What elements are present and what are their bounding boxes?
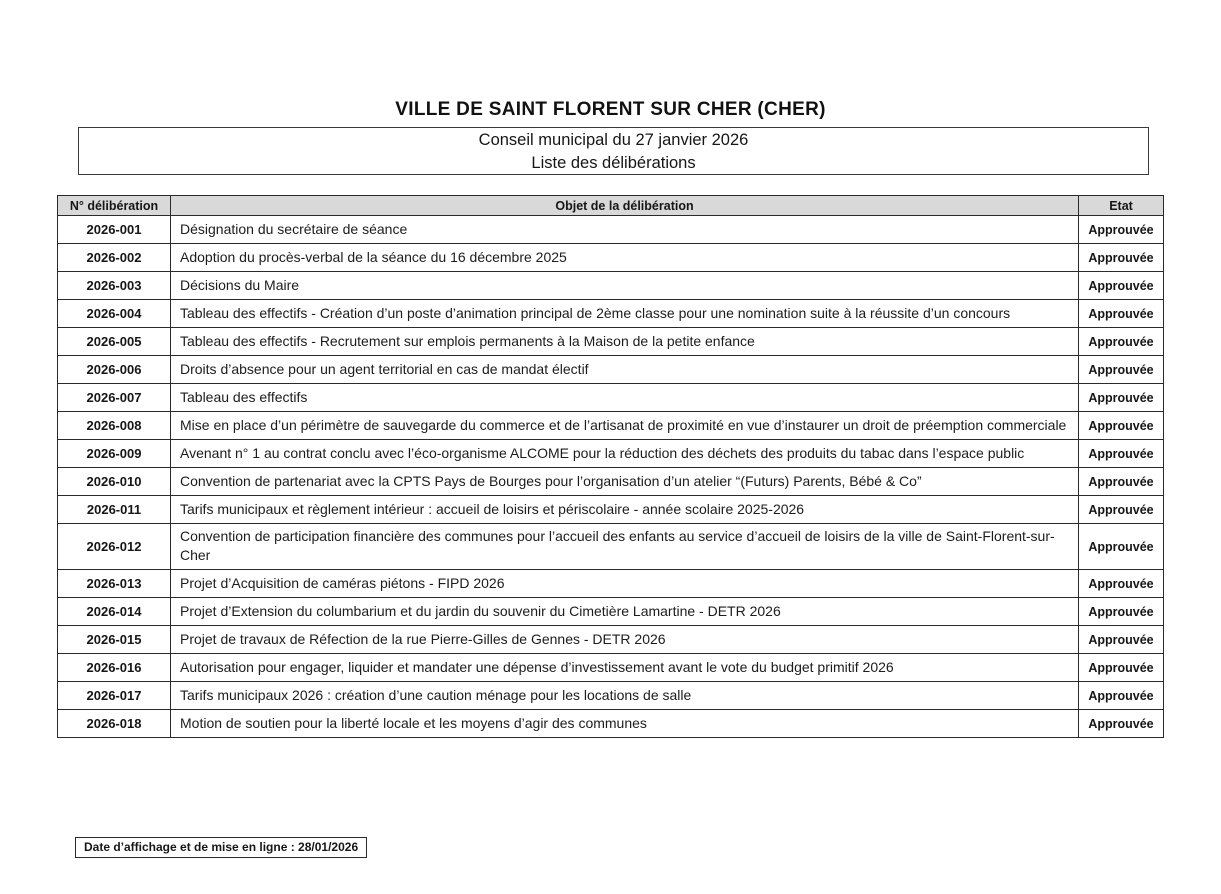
row-status: Approuvée xyxy=(1079,682,1164,710)
row-number: 2026-002 xyxy=(58,244,171,272)
row-status: Approuvée xyxy=(1079,244,1164,272)
table-body xyxy=(58,216,1164,738)
row-object: Mise en place d’un périmètre de sauvegarde du commerce et de l’artisanat de proximité en vue d’instaurer un droit de préemption commerciale xyxy=(171,412,1079,440)
row-number: 2026-005 xyxy=(58,328,171,356)
row-status: Approuvée xyxy=(1079,440,1164,468)
row-object: Tableau des effectifs - Création d’un poste d’animation principal de 2ème classe pour une nomination suite à la réussite d’un concours xyxy=(171,300,1079,328)
row-object: Tableau des effectifs - Recrutement sur emplois permanents à la Maison de la petite enfance xyxy=(171,328,1079,356)
row-object: Projet d’Extension du columbarium et du jardin du souvenir du Cimetière Lamartine - DETR 2026 xyxy=(171,598,1079,626)
row-number: 2026-007 xyxy=(58,384,171,412)
row-number: 2026-012 xyxy=(58,524,171,570)
table-row xyxy=(58,682,1164,710)
row-number: 2026-011 xyxy=(58,496,171,524)
row-number: 2026-018 xyxy=(58,710,171,738)
table-row xyxy=(58,496,1164,524)
subtitle-box xyxy=(78,127,1149,175)
row-status: Approuvée xyxy=(1079,710,1164,738)
table-header-row xyxy=(58,196,1164,216)
header-object: Objet de la délibération xyxy=(171,196,1079,216)
page-title: VILLE DE SAINT FLORENT SUR CHER (CHER) xyxy=(395,99,826,120)
row-object: Convention de partenariat avec la CPTS Pays de Bourges pour l’organisation d’un atelier “(Futurs) Parents, Bébé & Co” xyxy=(171,468,1079,496)
row-object: Tarifs municipaux et règlement intérieur : accueil de loisirs et périscolaire - année scolaire 2025-2026 xyxy=(171,496,1079,524)
row-status: Approuvée xyxy=(1079,412,1164,440)
row-object: Autorisation pour engager, liquider et mandater une dépense d’investissement avant le vote du budget primitif 2026 xyxy=(171,654,1079,682)
row-object: Tarifs municipaux 2026 : création d’une caution ménage pour les locations de salle xyxy=(171,682,1079,710)
table-row xyxy=(58,524,1164,570)
row-number: 2026-017 xyxy=(58,682,171,710)
row-status: Approuvée xyxy=(1079,356,1164,384)
table-row xyxy=(58,468,1164,496)
row-object: Décisions du Maire xyxy=(171,272,1079,300)
row-number: 2026-004 xyxy=(58,300,171,328)
table-row xyxy=(58,598,1164,626)
table-row xyxy=(58,412,1164,440)
table-row xyxy=(58,244,1164,272)
row-number: 2026-013 xyxy=(58,570,171,598)
row-status: Approuvée xyxy=(1079,216,1164,244)
row-status: Approuvée xyxy=(1079,272,1164,300)
row-number: 2026-001 xyxy=(58,216,171,244)
table-header xyxy=(58,196,1164,216)
row-status: Approuvée xyxy=(1079,496,1164,524)
row-object: Avenant n° 1 au contrat conclu avec l’éco-organisme ALCOME pour la réduction des déchets des produits du tabac dans l’espace public xyxy=(171,440,1079,468)
deliberations-table xyxy=(57,195,1164,738)
row-number: 2026-006 xyxy=(58,356,171,384)
row-status: Approuvée xyxy=(1079,300,1164,328)
row-object: Convention de participation financière des communes pour l’accueil des enfants au service d’accueil de loisirs de la ville de Saint-Florent-sur-Cher xyxy=(171,524,1079,570)
subtitle-list-label: Liste des délibérations xyxy=(531,154,696,172)
table-row xyxy=(58,216,1164,244)
row-object: Projet de travaux de Réfection de la rue Pierre-Gilles de Gennes - DETR 2026 xyxy=(171,626,1079,654)
publication-date-note: Date d’affichage et de mise en ligne : 28/01/2026 xyxy=(75,837,367,858)
table-row xyxy=(58,626,1164,654)
table-row xyxy=(58,300,1164,328)
row-number: 2026-016 xyxy=(58,654,171,682)
row-number: 2026-009 xyxy=(58,440,171,468)
row-status: Approuvée xyxy=(1079,384,1164,412)
table-row xyxy=(58,654,1164,682)
row-number: 2026-010 xyxy=(58,468,171,496)
header-status: Etat xyxy=(1079,196,1164,216)
header-number: N° délibération xyxy=(58,196,171,216)
table-row xyxy=(58,384,1164,412)
table-row xyxy=(58,272,1164,300)
row-status: Approuvée xyxy=(1079,468,1164,496)
row-status: Approuvée xyxy=(1079,626,1164,654)
row-number: 2026-008 xyxy=(58,412,171,440)
row-object: Tableau des effectifs xyxy=(171,384,1079,412)
row-status: Approuvée xyxy=(1079,654,1164,682)
row-status: Approuvée xyxy=(1079,570,1164,598)
table-row xyxy=(58,356,1164,384)
row-status: Approuvée xyxy=(1079,524,1164,570)
row-number: 2026-003 xyxy=(58,272,171,300)
row-object: Droits d’absence pour un agent territorial en cas de mandat électif xyxy=(171,356,1079,384)
table-row xyxy=(58,570,1164,598)
table-row xyxy=(58,328,1164,356)
table-row xyxy=(58,440,1164,468)
row-number: 2026-014 xyxy=(58,598,171,626)
row-object: Motion de soutien pour la liberté locale et les moyens d’agir des communes xyxy=(171,710,1079,738)
subtitle-session: Conseil municipal du 27 janvier 2026 xyxy=(478,131,749,149)
row-object: Adoption du procès-verbal de la séance du 16 décembre 2025 xyxy=(171,244,1079,272)
row-number: 2026-015 xyxy=(58,626,171,654)
table-row xyxy=(58,710,1164,738)
row-status: Approuvée xyxy=(1079,328,1164,356)
row-object: Projet d’Acquisition de caméras piétons - FIPD 2026 xyxy=(171,570,1079,598)
row-status: Approuvée xyxy=(1079,598,1164,626)
row-object: Désignation du secrétaire de séance xyxy=(171,216,1079,244)
